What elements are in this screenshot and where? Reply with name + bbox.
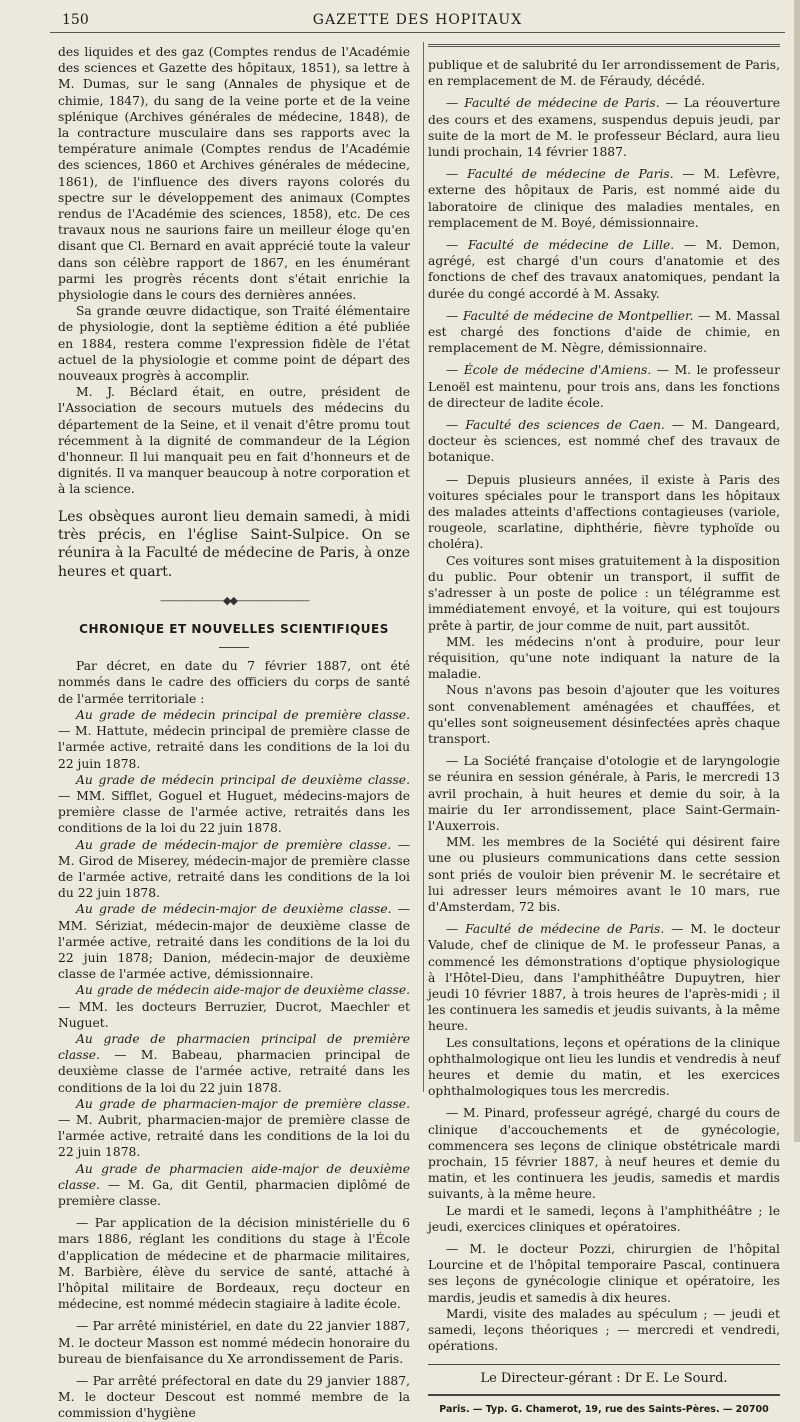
grade-heading: Au grade de pharmacien aide-major de deuxième classe. — [58, 1161, 410, 1192]
news-heading: — Faculté de médecine de Paris. — [446, 96, 660, 111]
left-column — [58, 44, 410, 1422]
page-number: 150 — [62, 12, 89, 28]
paragraph: M. J. Béclard était, en outre, président de l'Association de secours mutuels des médecins du département de la Seine, et il venait d'être promu tout récemment à la dignité de commandeur de la Légion d'honneur. Il lui manquait peu en fait d'honneurs et de dignités. Il va manquer beaucoup à notre corporation et à la science. — [58, 385, 410, 497]
grade-item — [58, 982, 410, 1031]
funeral-notice: Les obsèques auront lieu demain samedi, à midi très précis, en l'église Saint-Sulpice. On se réunira à la Faculté de médecine de Paris, à onze heures et quart. — [58, 508, 410, 580]
footer-rule — [428, 1364, 780, 1365]
paragraph: — Par application de la décision ministérielle du 6 mars 1886, réglant les conditions du stage à l'École d'application de médecine et de pharmacie militaires, M. Barbière, élève du service de santé, attaché à l'hôpital militaire de Bordeaux, reçu docteur en médecine, est nommé médecin stagiaire à ladite école. — [58, 1216, 410, 1312]
paragraph: Nous n'avons pas besoin d'ajouter que les voitures sont convenablement aménagées et chauffées, et qu'elles sont soigneusement désinfectées après chaque transport. — [428, 683, 780, 746]
news-item — [428, 308, 780, 357]
page-header — [50, 10, 785, 34]
printer-imprint: Paris. — Typ. G. Chamerot, 19, rue des Saints-Pères. — 20700 — [439, 1403, 769, 1415]
signature-rule — [428, 1394, 780, 1396]
grade-text: — M. Hattute, médecin principal de première classe de l'armée active, retraité dans les conditions de la loi du 22 juin 1878. — [58, 724, 410, 771]
paragraph: Par décret, en date du 7 février 1887, ont été nommés dans le cadre des officiers du corps de santé de l'armée territoriale : — [58, 659, 410, 706]
grade-text: — MM. les docteurs Berruzier, Ducrot, Maechler et Nuguet. — [58, 999, 410, 1030]
grade-heading: Au grade de pharmacien principal de première classe. — [58, 1031, 410, 1063]
grade-heading: Au grade de pharmacien-major de première classe. — [76, 1096, 410, 1111]
grade-text: — M. Aubrit, pharmacien-major de première classe de l'armée active, retraité dans les conditions de la loi du 22 juin 1878. — [58, 1112, 410, 1160]
paragraph: — M. Pinard, professeur agrégé, chargé du cours de clinique d'accouchements et de gynécologie, commencera ses leçons de clinique obstétricale mardi prochain, 15 février 1887, à neuf heures et demie du matin, et les continuera les jeudis, samedis et mardis suivants, à la même heure. — [428, 1106, 780, 1202]
paragraph: Sa grande œuvre didactique, son Traité élémentaire de physiologie, dont la septième édition a été publiée en 1884, restera comme l'expression fidèle de l'état actuel de la physiologie et comme point de départ des nouveaux progrès à accomplir. — [58, 304, 410, 384]
grade-heading: Au grade de médecin-major de deuxième classe. — [76, 902, 392, 917]
news-text: — M. Massal est chargé des fonctions d'aide de chimie, en remplacement de M. Nègre, démissionnaire. — [428, 308, 780, 356]
paragraph: Le mardi et le samedi, leçons à l'amphithéâtre ; le jeudi, exercices cliniques et opératoires. — [428, 1203, 780, 1234]
grade-text: — M. Babeau, pharmacien principal de deuxième classe de l'armée active, retraité dans les conditions de la loi du 22 juin 1878. — [58, 1048, 410, 1095]
grade-heading: Au grade de médecin principal de deuxième classe. — [76, 772, 410, 787]
grade-item — [58, 772, 410, 837]
grade-text: — M. Ga, dit Gentil, pharmacien diplômé de première classe. — [58, 1177, 410, 1208]
section-title: CHRONIQUE ET NOUVELLES SCIENTIFIQUES — [79, 622, 389, 637]
news-heading: — Faculté de médecine de Paris. — [446, 922, 665, 937]
grade-heading: Au grade de médecin-major de première classe. — [76, 837, 392, 852]
paragraph: Mardi, visite des malades au spéculum ; — jeudi et samedi, leçons théoriques ; — mercredi et vendredi, opérations. — [428, 1306, 780, 1354]
grade-item — [58, 1031, 410, 1096]
double-rule — [428, 44, 780, 49]
short-rule — [219, 647, 249, 648]
header-rule — [50, 32, 785, 33]
news-item — [428, 166, 780, 231]
news-heading: — École de médecine d'Amiens. — [446, 363, 652, 378]
news-text: — La réouverture des cours et des examens, suspendus depuis jeudi, par suite de la mort de M. le professeur Béclard, aura lieu lundi prochain, 14 février 1887. — [428, 96, 780, 160]
paragraph: — La Société française d'otologie et de laryngologie se réunira en session générale, à Paris, le mercredi 13 avril prochain, à huit heures et demie du soir, à la mairie du Ier arrondissement, place Saint-Germain-l'Auxerrois. — [428, 754, 780, 833]
news-text: — M. Dangeard, docteur ès sciences, est nommé chef des travaux de botanique. — [428, 418, 780, 465]
news-heading: — Faculté de médecine de Paris. — [446, 167, 674, 182]
paragraph: — Par arrêté ministériel, en date du 22 janvier 1887, M. le docteur Masson est nommé médecin honoraire du bureau de bienfaisance du Xe arrondissement de Paris. — [58, 1319, 410, 1366]
grade-item — [58, 901, 410, 982]
grade-item — [58, 1161, 410, 1210]
news-text: — M. Demon, agrégé, est chargé d'un cours d'anatomie et des fonctions de chef des travaux anatomiques, pendant la durée du congé accordé à M. Assaky. — [428, 238, 780, 301]
paragraph: Les consultations, leçons et opérations de la clinique ophthalmologique ont lieu les lundis et vendredis à neuf heures et demie du matin, et les exercices ophthalmologiques tous les mercredis. — [428, 1035, 780, 1099]
news-item — [428, 95, 780, 160]
grade-item — [58, 1096, 410, 1161]
grade-heading: Au grade de médecin aide-major de deuxième classe. — [76, 983, 410, 998]
paragraph: — Depuis plusieurs années, il existe à Paris des voitures spéciales pour le transport dans les hôpitaux des malades atteints d'affections contagieuses (variole, rougeole, scarlatine, diphthérie, fièvre typhoïde ou choléra). — [428, 472, 780, 552]
paragraph: — Par arrêté préfectoral en date du 29 janvier 1887, M. le docteur Descout est nommé membre de la commission d'hygiène — [58, 1374, 410, 1421]
ornament-divider: ———————◆◆———————— — [160, 593, 308, 607]
news-text: — M. le docteur Valude, chef de clinique de M. le professeur Panas, a commencé les démonstrations d'optique physiologique à l'Hôtel-Dieu, dans l'amphithéâtre Dupuytren, hier jeudi 10 février 1887, à trois heures de l'après-midi ; il les continuera les samedis et jeudis suivants, à la même heure. — [428, 922, 780, 1034]
page-edge — [794, 0, 800, 1142]
news-heading: — Faculté de médecine de Montpellier. — [446, 308, 694, 323]
news-item — [428, 417, 780, 466]
right-column — [428, 44, 780, 1418]
news-heading: — Faculté des sciences de Caen. — [446, 418, 665, 433]
news-text: — M. Lefèvre, externe des hôpitaux de Paris, est nommé aide du laboratoire de clinique des maladies mentales, en remplacement de M. Boyé, démissionnaire. — [428, 167, 780, 230]
director-signature: Le Directeur-gérant : Dr E. Le Sourd. — [480, 1371, 728, 1387]
grade-item — [58, 837, 410, 902]
grade-item — [58, 707, 410, 772]
running-title: GAZETTE DES HOPITAUX — [312, 12, 523, 28]
news-item — [428, 237, 780, 302]
grade-text: — MM. Sériziat, médecin-major de deuxième classe de l'armée active, retraité dans les conditions de la loi du 22 juin 1878; Danion, médecin-major de deuxième classe de l'armée active, démissionnaire. — [58, 902, 410, 982]
paragraph: — M. le docteur Pozzi, chirurgien de l'hôpital Lourcine et de l'hôpital temporaire Pascal, continuera ses leçons de gynécologie clinique et opératoire, les mardis, jeudis et samedis à dix heures. — [428, 1242, 780, 1305]
news-text: — M. le professeur Lenoël est maintenu, pour trois ans, dans les fonctions de directeur de ladite école. — [428, 363, 780, 410]
column-divider — [423, 42, 424, 1092]
grade-text: — MM. Sifflet, Goguel et Huguet, médecins-majors de première classe de l'armée active, retraités dans les conditions de la loi du 22 juin 1878. — [58, 788, 410, 836]
paragraph: publique et de salubrité du Ier arrondissement de Paris, en remplacement de M. de Féraudy, décédé. — [428, 58, 780, 89]
paragraph: MM. les membres de la Société qui désirent faire une ou plusieurs communications dans cette session sont priés de vouloir bien prévenir M. le secrétaire et lui adresser leurs mémoires avant le 10 mars, rue d'Amsterdam, 72 bis. — [428, 835, 780, 914]
grades-list — [58, 707, 410, 1209]
news-item — [428, 362, 780, 411]
grade-heading: Au grade de médecin principal de première classe. — [76, 707, 410, 722]
paragraph: Ces voitures sont mises gratuitement à la disposition du public. Pour obtenir un transport, il suffit de s'adresser à un poste de police : un télégramme est immédiatement envoyé, et la voiture, qui est toujours prête à partir, de jour comme de nuit, part aussitôt. — [428, 553, 780, 633]
news-item — [428, 921, 780, 1034]
paragraph: des liquides et des gaz (Comptes rendus de l'Académie des sciences et Gazette des hôpitaux, 1851), sa lettre à M. Dumas, sur le sang (Annales de physique et de chimie, 1847), du sang de la veine porte et de la veine splénique (Archives générales de médecine, 1848), de la contracture musculaire dans ses rapports avec la température animale (Comptes rendus de l'Académie des sciences, 1860 et Archives générales de médecine, 1861), de l'influence des divers rayons colorés du spectre sur le développement des animaux (Comptes rendus de l'Académie des sciences, 1858), etc. De ces travaux nous ne saurions faire un meilleur éloge qu'en disant que Cl. Bernard en avait apprécié toute la valeur dans son célèbre rapport de 1867, en les énumérant parmi les progrès récents dont s'était enrichie la physiologie dans le cours des dernières années. — [58, 45, 410, 303]
grade-text: — M. Girod de Miserey, médecin-major de première classe de l'armée active, retraité dans les conditions de la loi du 22 juin 1878. — [58, 837, 410, 901]
paragraph: MM. les médecins n'ont à produire, pour leur réquisition, qu'une note indiquant la nature de la maladie. — [428, 634, 780, 682]
news-heading: — Faculté de médecine de Lille. — [446, 238, 675, 253]
